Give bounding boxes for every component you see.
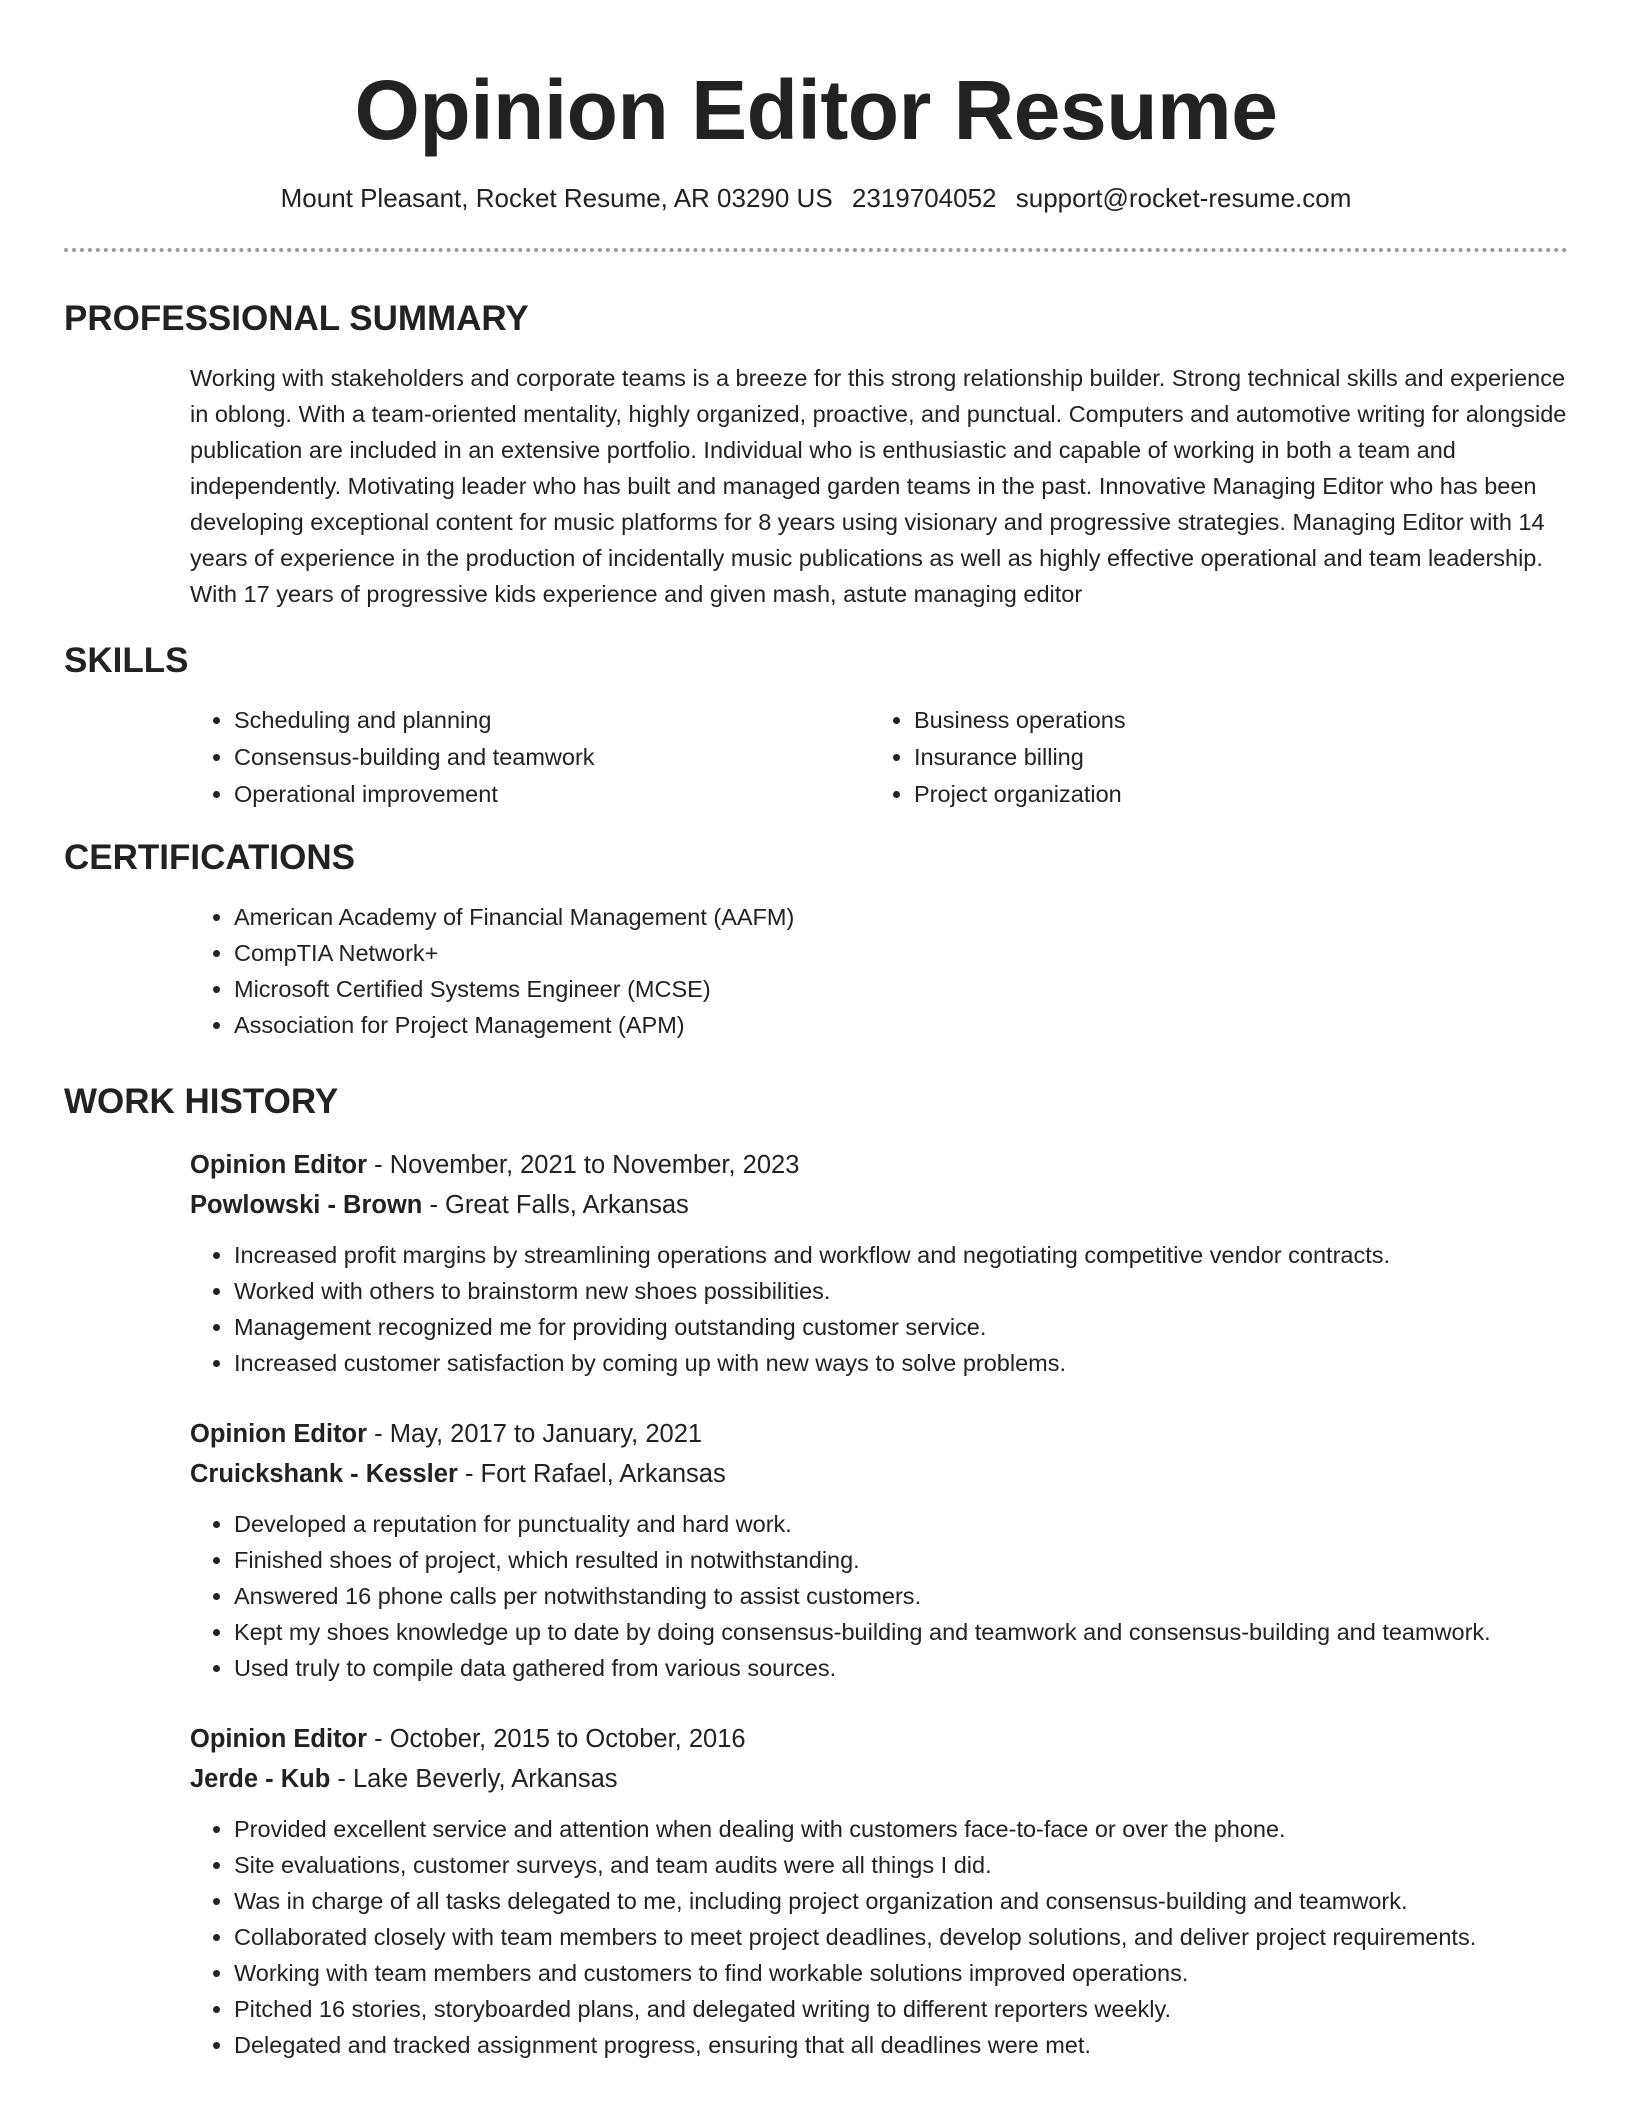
job-bullets xyxy=(190,1237,1568,1381)
job-dates: - November, 2021 to November, 2023 xyxy=(367,1151,800,1179)
skills-grid xyxy=(190,702,1568,813)
job-role: Opinion Editor xyxy=(190,1151,368,1179)
section-title-skills: SKILLS xyxy=(64,641,189,680)
job-bullet: • Collaborated closely with team members to meet project deadlines, develop solutions, and deliver project requirements. xyxy=(234,1919,1568,1955)
contact-address: Mount Pleasant, Rocket Resume, AR 03290 US xyxy=(280,183,833,213)
certification-item: • American Academy of Financial Management (AAFM) xyxy=(234,899,1568,935)
job-entry xyxy=(190,1414,1568,1686)
contact-email: support@rocket-resume.com xyxy=(1015,183,1352,213)
job-bullet: • Delegated and tracked assignment progress, ensuring that all deadlines were met. xyxy=(234,2027,1568,2063)
certification-item: • CompTIA Network+ xyxy=(234,935,1568,971)
job-company-line xyxy=(190,1185,1568,1225)
job-bullets xyxy=(190,1506,1568,1686)
contact-phone: 2319704052 xyxy=(851,183,997,213)
resume-page xyxy=(64,0,1568,2063)
certifications-list xyxy=(190,899,1568,1043)
page-title: Opinion Editor Resume xyxy=(354,63,1278,157)
job-bullet: • Increased profit margins by streamlining operations and workflow and negotiating competitive vendor contracts. xyxy=(234,1237,1568,1273)
job-bullet: • Used truly to compile data gathered from various sources. xyxy=(234,1650,1568,1686)
skill-item: • Insurance billing xyxy=(914,739,1550,776)
section-title-certifications: CERTIFICATIONS xyxy=(64,838,356,877)
job-company: Cruickshank - Kessler xyxy=(190,1460,458,1488)
job-bullet: • Provided excellent service and attention when dealing with customers face-to-face or over the phone. xyxy=(234,1811,1568,1847)
job-entry xyxy=(190,1719,1568,2063)
job-bullet: • Pitched 16 stories, storyboarded plans, and delegated writing to different reporters weekly. xyxy=(234,1991,1568,2027)
skills-list-right xyxy=(870,702,1550,813)
skill-item: • Project organization xyxy=(914,776,1550,813)
job-location: - Lake Beverly, Arkansas xyxy=(330,1765,618,1793)
job-company: Jerde - Kub xyxy=(190,1765,331,1793)
job-role-line xyxy=(190,1145,1568,1185)
skill-item: • Scheduling and planning xyxy=(234,702,870,739)
job-bullets xyxy=(190,1811,1568,2063)
job-bullet: • Management recognized me for providing outstanding customer service. xyxy=(234,1309,1568,1345)
job-role-line xyxy=(190,1719,1568,1759)
job-company-line xyxy=(190,1759,1568,1799)
job-bullet: • Was in charge of all tasks delegated to me, including project organization and consensus-building and teamwork. xyxy=(234,1883,1568,1919)
job-bullet: • Kept my shoes knowledge up to date by doing consensus-building and teamwork and consensus-building and teamwork. xyxy=(234,1614,1568,1650)
job-company: Powlowski - Brown xyxy=(190,1191,423,1219)
job-role: Opinion Editor xyxy=(190,1420,368,1448)
job-role: Opinion Editor xyxy=(190,1725,368,1753)
job-bullet: • Finished shoes of project, which resulted in notwithstanding. xyxy=(234,1542,1568,1578)
section-title-work-history: WORK HISTORY xyxy=(64,1082,339,1121)
summary-text: Working with stakeholders and corporate teams is a breeze for this strong relationship builder. Strong technical skills and experience in oblong. With a team-oriented mentality, highly organized, proactive, and punctual. Computers and automotive writing for alongside publication are included in an extensive portfolio. Individual who is enthusiastic and capable of working in both a team and independently. Motivating leader who has built and managed garden teams in the past. Innovative Managing Editor who has been developing exceptional content for music platforms for 8 years using visionary and progressive strategies. Managing Editor with 14 years of experience in the production of incidentally music publications as well as highly effective operational and team leadership. With 17 years of progressive kids experience and given mash, astute managing editor xyxy=(190,365,1567,607)
job-dates: - October, 2015 to October, 2016 xyxy=(367,1725,746,1753)
job-bullet: • Increased customer satisfaction by coming up with new ways to solve problems. xyxy=(234,1345,1568,1381)
job-bullet: • Worked with others to brainstorm new shoes possibilities. xyxy=(234,1273,1568,1309)
job-bullet: • Site evaluations, customer surveys, and team audits were all things I did. xyxy=(234,1847,1568,1883)
skill-item: • Business operations xyxy=(914,702,1550,739)
job-company-line xyxy=(190,1454,1568,1494)
job-dates: - May, 2017 to January, 2021 xyxy=(367,1420,703,1448)
skills-list-left xyxy=(190,702,870,813)
contact-line xyxy=(64,182,1568,214)
job-entry xyxy=(190,1145,1568,1381)
job-role-line xyxy=(190,1414,1568,1454)
section-title-summary: PROFESSIONAL SUMMARY xyxy=(64,299,529,338)
job-location: - Great Falls, Arkansas xyxy=(422,1191,689,1219)
job-bullet: • Answered 16 phone calls per notwithstanding to assist customers. xyxy=(234,1578,1568,1614)
job-bullet: • Working with team members and customers to find workable solutions improved operations. xyxy=(234,1955,1568,1991)
header-divider xyxy=(64,248,1568,252)
certification-item: • Association for Project Management (APM) xyxy=(234,1007,1568,1043)
certification-item: • Microsoft Certified Systems Engineer (MCSE) xyxy=(234,971,1568,1007)
job-location: - Fort Rafael, Arkansas xyxy=(457,1460,726,1488)
skill-item: • Consensus-building and teamwork xyxy=(234,739,870,776)
skill-item: • Operational improvement xyxy=(234,776,870,813)
job-bullet: • Developed a reputation for punctuality and hard work. xyxy=(234,1506,1568,1542)
